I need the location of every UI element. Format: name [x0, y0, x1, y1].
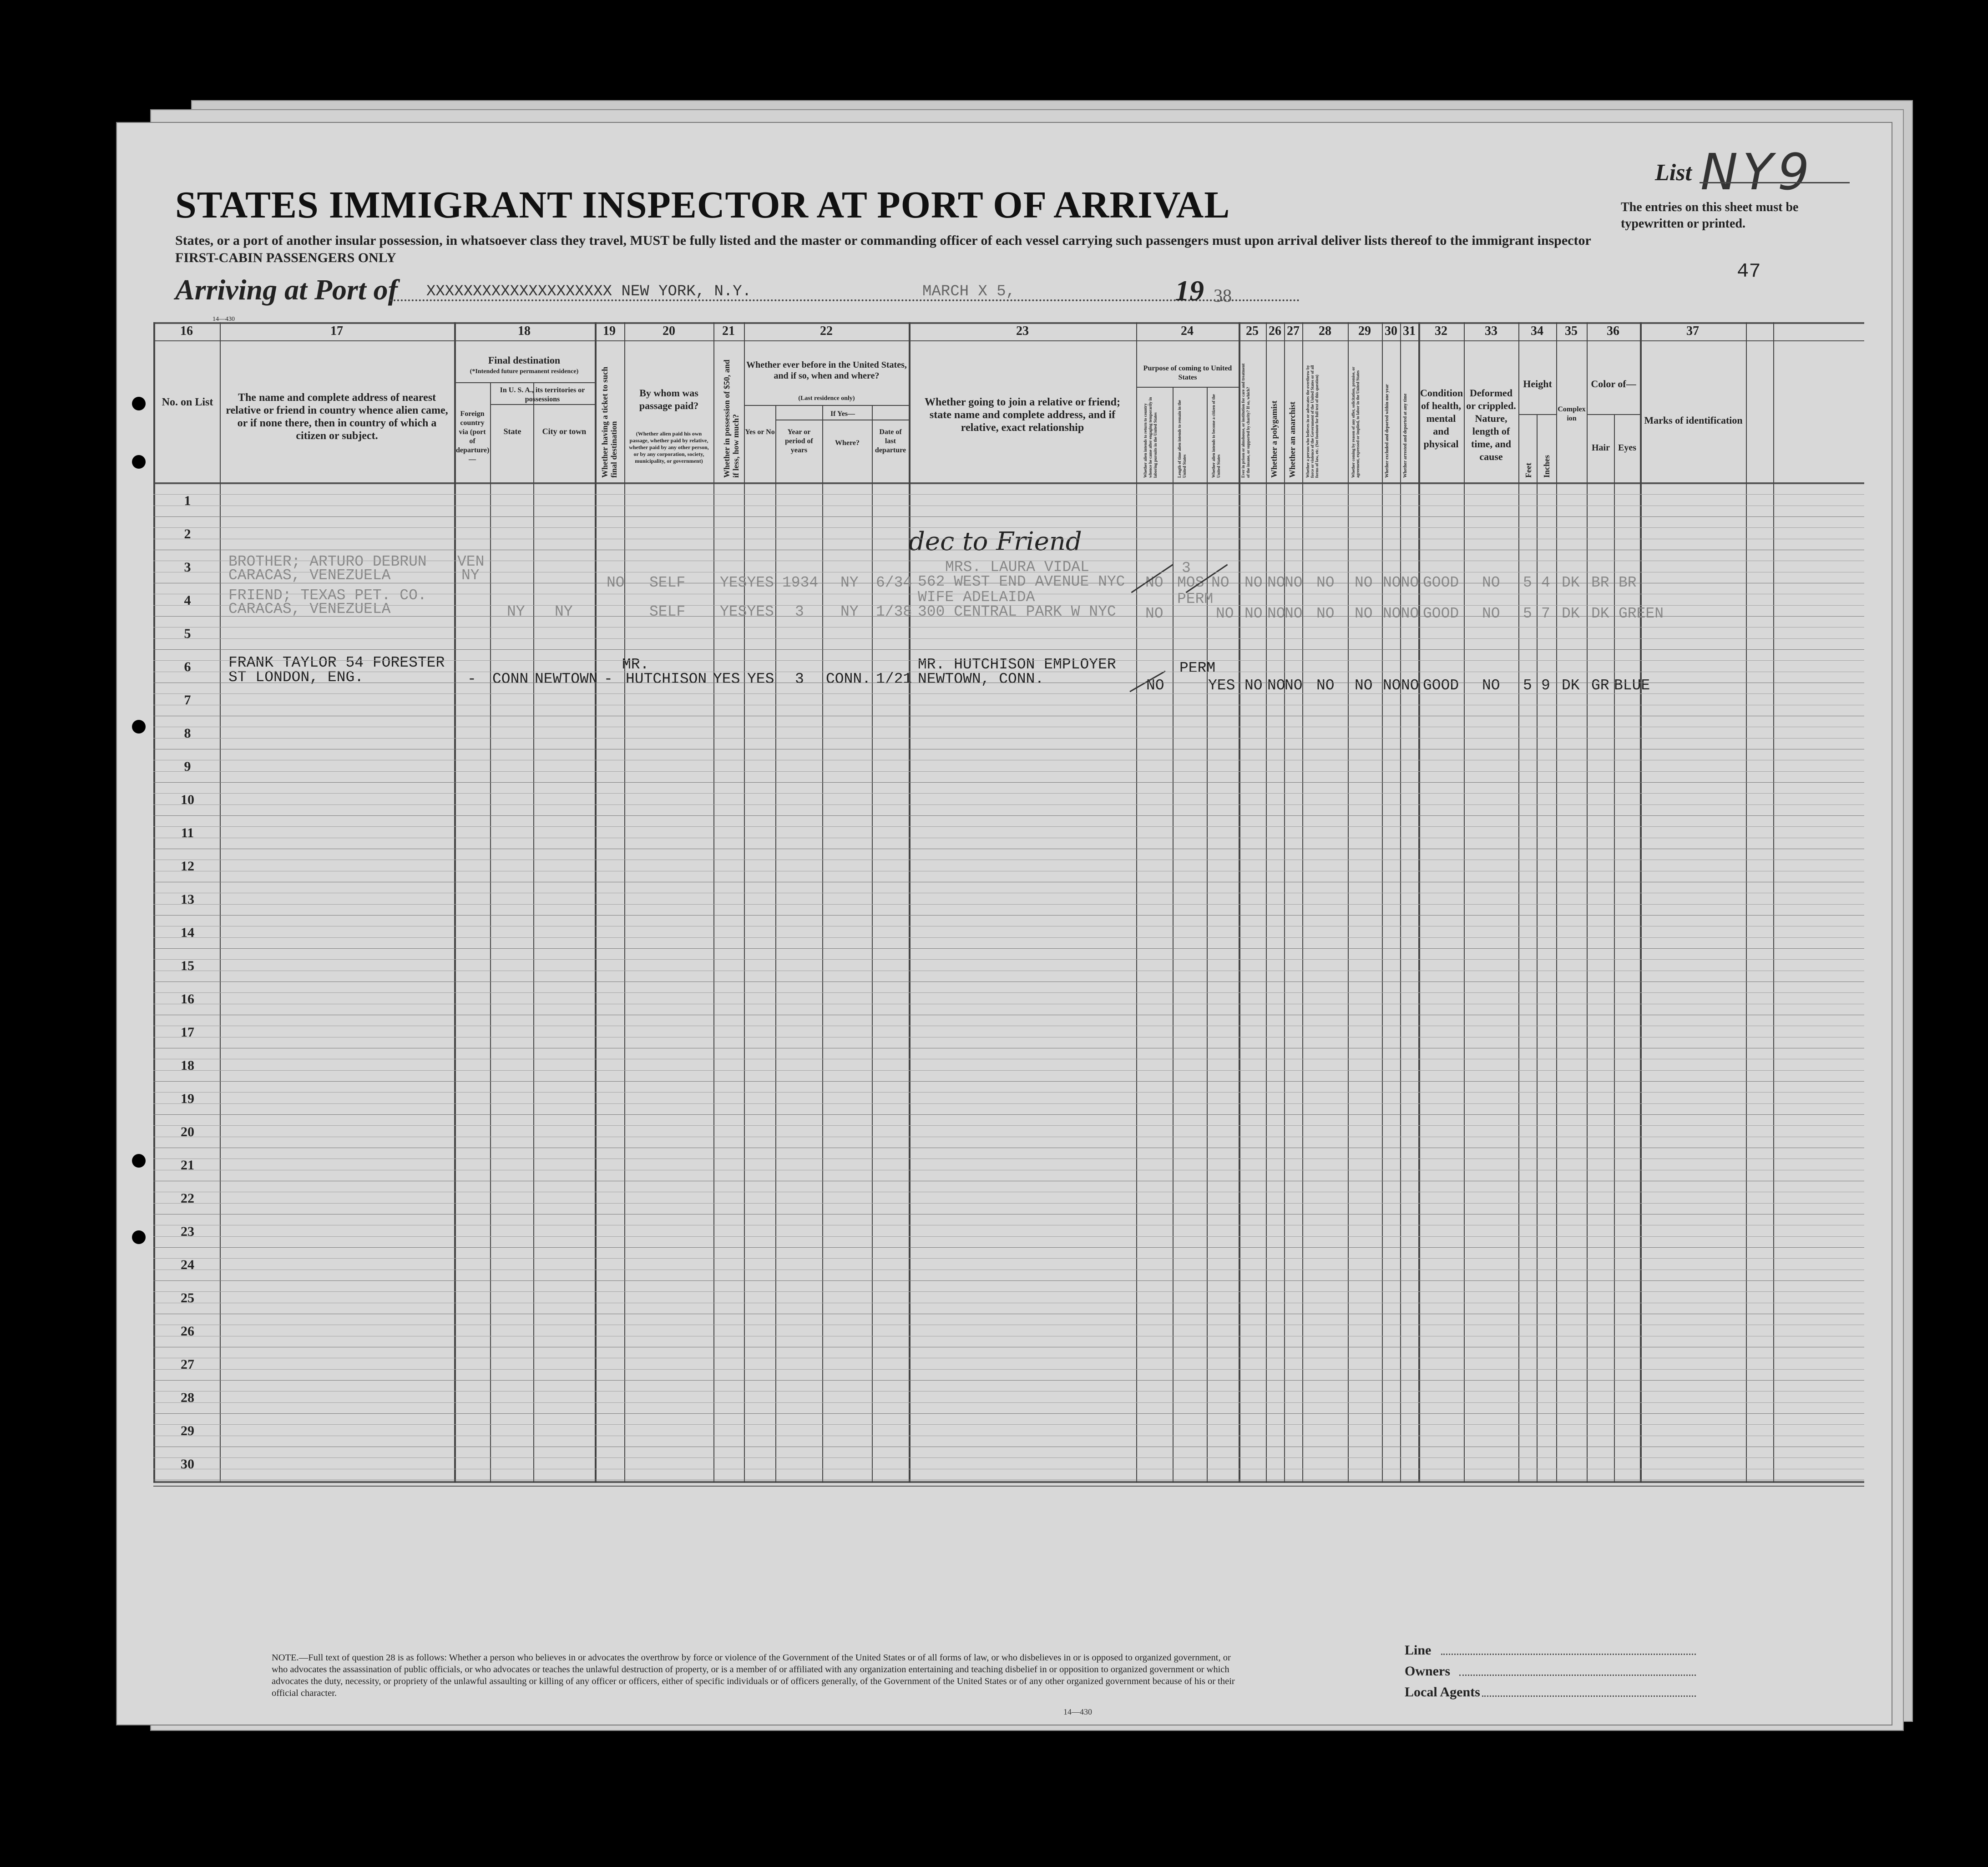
col-line	[1464, 322, 1465, 1482]
r5-city: NEWTOWN	[535, 671, 598, 688]
form-number-bottom: 14—430	[1063, 1707, 1092, 1716]
col-line	[909, 322, 911, 1482]
r2-foreign: VEN	[457, 553, 485, 570]
row-rule	[153, 771, 1864, 772]
col22-yesno: Yes or No	[745, 428, 775, 436]
col18-state: State	[503, 427, 521, 436]
r2-year: 1934	[782, 574, 819, 591]
col22-note: (Last residence only)	[798, 395, 855, 402]
row-number: 27	[181, 1357, 194, 1372]
row-rule	[153, 1070, 1864, 1071]
col32-header: Condition of health, mental and physical	[1420, 387, 1463, 450]
r2-purpose-b-hw: 3	[1182, 560, 1191, 577]
row-number: 23	[181, 1224, 194, 1239]
col24-header: Purpose of coming to United States	[1143, 364, 1232, 381]
col17-header: The name and complete address of nearest relative or friend in country whence alien came, or if none there, then in country of which a citizen or subject.	[226, 392, 448, 442]
r5-c30: NO	[1383, 677, 1401, 694]
row-rule	[153, 1092, 1864, 1093]
year-label: 19	[1175, 274, 1204, 307]
col34-feet: Feet	[1524, 463, 1533, 478]
row-rule	[153, 959, 1864, 960]
row-rule	[153, 638, 1864, 639]
row-rule	[153, 649, 1864, 650]
r2-c25: NO	[1244, 574, 1263, 591]
sub-rule	[1518, 414, 1556, 415]
sub-rule	[744, 405, 909, 406]
footnote-question-28: NOTE.—Full text of question 28 is as follows: Whether a person who believes in or advocates the overthrow by force or violence of the Government of the United States or of all forms of law, or who disbelieves in or is opposed to organized government, or who advocates the assassination of public officials, or who advocates or teaches the unlawful destruction of property, or is a member of or affiliated with any organization entertaining and teaching disbelief in or opposition to organized government or which advocates the duty, necessity, or propriety of the unlawful assaulting or killing of any officer or officers, either of specific individuals or of officers generally, of the Government of the United States or of any other organized government because of his or their official character.	[272, 1653, 1235, 1698]
r2-hair: BR	[1591, 574, 1609, 591]
r2-health: GOOD	[1423, 574, 1459, 591]
r5-c29: NO	[1355, 677, 1373, 694]
col24-a: Whether alien intends to return to country whence he came after engaging temporarily in laboring pursuits in the United States	[1143, 397, 1158, 478]
r2-c27: NO	[1285, 574, 1303, 591]
row-number: 29	[181, 1423, 194, 1438]
row-rule	[153, 1203, 1864, 1204]
sub-rule	[1136, 387, 1239, 388]
col16-header: No. on List	[162, 396, 213, 408]
r3-c27: NO	[1285, 605, 1303, 622]
col22-year: Year or period of years	[785, 428, 813, 454]
col18-city: City or town	[542, 427, 587, 436]
r5-before: YES	[747, 671, 774, 688]
row-rule	[153, 948, 1864, 949]
col21-header: Whether in possession of $50, and if less, how much?	[722, 359, 740, 478]
list-label: List	[1655, 160, 1692, 186]
line-label: Line	[1405, 1643, 1432, 1658]
col36-eyes: Eyes	[1618, 443, 1636, 453]
col25-header: Ever in prison or almshouse, or institution for care and treatment of the insane, or supported by charity? If so, which?	[1241, 363, 1250, 478]
r5-ticket: -	[604, 671, 613, 688]
r5-c25: NO	[1244, 677, 1263, 694]
col-number: 26	[1269, 324, 1281, 338]
page-number: 47	[1737, 260, 1761, 283]
row-number: 14	[181, 925, 194, 940]
r5-year: 3	[795, 671, 804, 688]
row-number: 30	[181, 1457, 194, 1472]
sub-rule	[490, 404, 595, 405]
col-number: 36	[1607, 324, 1619, 338]
r5-foreign: -	[467, 671, 476, 688]
r2-relative: BROTHER; ARTURO DEBRUN	[228, 553, 427, 570]
r3-state: NY	[507, 603, 525, 620]
col-line	[1266, 322, 1267, 1482]
r3-feet: 5	[1523, 605, 1532, 622]
col36-hair: Hair	[1592, 443, 1610, 453]
r2-deformed: NO	[1482, 574, 1500, 591]
arrival-port: XXXXXXXXXXXXXXXXXXXX NEW YORK, N.Y.	[426, 283, 752, 300]
r5-date: 1/21	[876, 671, 912, 688]
col-number: 37	[1686, 324, 1699, 338]
col-line	[713, 322, 714, 1482]
col-line	[1173, 387, 1174, 1482]
col-line	[822, 405, 823, 1482]
col27-header: Whether an anarchist	[1288, 401, 1297, 478]
r3-hair: DK	[1591, 605, 1609, 622]
r2-money: YESYES	[720, 574, 774, 591]
row-rule	[153, 1424, 1864, 1425]
col-line	[1773, 322, 1774, 1482]
sub-rule	[1587, 414, 1640, 415]
row-number: 13	[181, 892, 194, 907]
r2-c29: NO	[1355, 574, 1373, 591]
col-line	[1284, 322, 1285, 1482]
col-line	[1746, 322, 1747, 1482]
col-number: 33	[1485, 324, 1497, 338]
row-rule	[153, 1081, 1864, 1082]
row-rule	[153, 1114, 1864, 1115]
col-line	[153, 322, 155, 1482]
col24-c: Whether alien intends to become a citizen of the United States	[1211, 394, 1221, 478]
row-rule	[153, 1380, 1864, 1381]
col-line	[1587, 322, 1588, 1482]
row-number: 22	[181, 1191, 194, 1206]
col-number: 30	[1385, 324, 1397, 338]
col-number: 21	[722, 324, 735, 338]
row-rule	[153, 1280, 1864, 1281]
owners-label: Owners	[1405, 1664, 1450, 1679]
col-line	[1239, 322, 1240, 1482]
row-rule	[153, 937, 1864, 938]
col-line	[454, 322, 456, 1482]
r5-relative-addr: ST LONDON, ENG.	[228, 669, 364, 686]
r3-relative: FRIEND; TEXAS PET. CO.	[228, 587, 427, 604]
r5-paid-b: HUTCHISON	[626, 671, 707, 688]
col-line	[1518, 322, 1519, 1482]
row-rule	[153, 516, 1864, 517]
r2-where: NY	[840, 574, 859, 591]
r3-paid: SELF	[649, 603, 686, 620]
local-agents-field	[1482, 1695, 1696, 1697]
binder-hole	[132, 455, 146, 469]
row-number: 7	[184, 693, 191, 708]
col31-header: Whether arrested and deported at any time	[1403, 393, 1408, 478]
col-line	[1348, 322, 1349, 1482]
row-rule	[153, 815, 1864, 816]
r5-money: YES	[713, 671, 740, 688]
row-number: 19	[181, 1091, 194, 1106]
r3-date: 1/38	[876, 603, 912, 620]
row-number: 11	[181, 825, 194, 840]
col-number: 20	[663, 324, 675, 338]
col-number: 17	[330, 324, 343, 338]
binder-hole	[132, 397, 146, 410]
row-rule	[153, 804, 1864, 805]
r5-inches: 9	[1541, 677, 1550, 694]
col-line	[775, 405, 776, 1482]
r3-complexion: DK	[1562, 605, 1580, 622]
r3-inches: 7	[1541, 605, 1550, 622]
binder-hole	[132, 1154, 146, 1168]
col-line	[220, 322, 221, 1482]
r5-c26: NO	[1267, 677, 1285, 694]
r3-money: YESYES	[720, 603, 774, 620]
r5-feet: 5	[1523, 677, 1532, 694]
r3-purpose-a: NO	[1145, 605, 1163, 622]
row-rule	[153, 782, 1864, 783]
row-rule	[153, 826, 1864, 827]
row-rule	[153, 660, 1864, 661]
r2-purpose-a: NO	[1145, 574, 1163, 591]
col22-where: Where?	[835, 439, 860, 447]
col-line	[490, 382, 491, 1482]
col-line	[744, 322, 745, 1482]
header-bottom-rule	[153, 482, 1864, 484]
col22-date: Date of last departure	[875, 428, 906, 454]
row-rule	[153, 1125, 1864, 1126]
col-line	[1418, 322, 1420, 1482]
row-rule	[153, 1103, 1864, 1104]
col26-header: Whether a polygamist	[1270, 400, 1279, 478]
col-line	[1382, 322, 1383, 1482]
col20-note: (Whether alien paid his own passage, whether paid by relative, whether paid by any other person, or by any corporation, society, municipality, or government)	[629, 430, 709, 464]
row-number: 10	[181, 792, 194, 807]
typing-note: The entries on this sheet must be typewritten or printed.	[1621, 200, 1799, 231]
r2-join-addr: 562 WEST END AVENUE NYC	[918, 573, 1125, 590]
row-rule	[153, 605, 1864, 606]
instructions-text: States, or a port of another insular possession, in whatsoever class they travel, MUST be fully listed and the master or commanding officer of each vessel carrying such passengers must upon arrival deliver lists thereof to the immigrant inspector	[175, 233, 1591, 248]
row-number: 3	[184, 560, 191, 575]
colnum-rule	[153, 340, 1864, 341]
col-number: 34	[1531, 324, 1543, 338]
row-rule	[153, 1457, 1864, 1458]
arrival-date: MARCH X 5,	[922, 283, 1016, 300]
col18-foreign: Foreign country via (port of departure)—	[456, 410, 490, 463]
col-line	[1556, 322, 1557, 1482]
r2-date: 6/34	[876, 574, 912, 591]
col-number: 32	[1435, 324, 1447, 338]
r5-purpose-b: PERM	[1179, 660, 1216, 677]
col-number: 22	[820, 324, 833, 338]
r5-complexion: DK	[1562, 677, 1580, 694]
r3-purpose-c: NO	[1216, 605, 1234, 622]
r3-c25: NO	[1244, 605, 1263, 622]
sub-rule	[454, 382, 595, 383]
col-number: 19	[603, 324, 616, 338]
row-number: 2	[184, 526, 191, 541]
arriving-label: Arriving at Port of	[175, 273, 398, 306]
owners-field	[1459, 1675, 1696, 1676]
r5-paid-a: MR.	[622, 656, 649, 673]
r2-feet: 5	[1523, 574, 1532, 591]
col-number: 23	[1016, 324, 1029, 338]
manifest-sheet	[116, 122, 1892, 1725]
row-number: 20	[181, 1124, 194, 1139]
r2-purpose-b: MOS	[1177, 574, 1204, 591]
form-number-top: 14—430	[212, 316, 235, 323]
row-rule	[153, 494, 1864, 495]
col-number: 29	[1358, 324, 1371, 338]
col22-ifyes: If Yes—	[830, 410, 855, 418]
col-line	[624, 322, 625, 1482]
r3-join-addr: 300 CENTRAL PARK W NYC	[918, 603, 1116, 620]
r3-where: NY	[840, 603, 859, 620]
local-agents-label: Local Agents	[1405, 1685, 1480, 1700]
row-rule	[153, 1236, 1864, 1237]
r2-inches: 4	[1541, 574, 1550, 591]
row-number: 9	[184, 759, 191, 774]
document-title: STATES IMMIGRANT INSPECTOR AT PORT OF ARRIVAL	[175, 184, 1230, 226]
row-rule	[153, 616, 1864, 617]
col18-usa: In U. S. A., its territories or possessions	[500, 386, 585, 403]
r5-purpose-a: NO	[1146, 677, 1164, 694]
col37-header: Marks of identification	[1644, 415, 1743, 426]
col34-inches: Inches	[1542, 455, 1551, 478]
col-number: 27	[1287, 324, 1300, 338]
year-value: 38	[1214, 285, 1232, 306]
row-rule	[153, 527, 1864, 528]
col23-header: Whether going to join a relative or friend; state name and complete address, and if relative, exact relationship	[925, 396, 1120, 434]
r2-join: MRS. LAURA VIDAL	[945, 559, 1089, 576]
r2-c30-31: NONO	[1383, 574, 1419, 591]
row-number: 6	[184, 659, 191, 674]
r2-relative-addr: CARACAS, VENEZUELA	[228, 567, 391, 584]
row-rule	[153, 1291, 1864, 1292]
row-number: 26	[181, 1324, 194, 1339]
row-number: 12	[181, 859, 194, 874]
col18-note: (*Intended future permanent residence)	[470, 368, 579, 375]
r5-hair: GR	[1591, 677, 1609, 694]
r5-where: CONN.	[826, 671, 871, 688]
col18-header: Final destination	[488, 354, 561, 366]
binder-hole	[132, 1230, 146, 1244]
col35-header: Complexion	[1558, 405, 1586, 422]
row-rule	[153, 915, 1864, 916]
list-number: NY9	[1700, 143, 1814, 201]
col-line	[1136, 322, 1137, 1482]
r3-health: GOOD	[1423, 605, 1459, 622]
r2-foreign-2: NY	[461, 567, 480, 584]
col36-header: Color of—	[1591, 378, 1636, 390]
r3-join: WIFE ADELAIDA	[918, 589, 1035, 606]
list-underline	[1700, 182, 1850, 183]
row-rule	[153, 1258, 1864, 1259]
r3-relative-addr: CARACAS, VENEZUELA	[228, 601, 391, 617]
col-line	[1640, 322, 1642, 1482]
row-number: 15	[181, 958, 194, 973]
col-number: 25	[1246, 324, 1259, 338]
row-number: 5	[184, 626, 191, 641]
row-number: 25	[181, 1290, 194, 1305]
r2-handwritten-note: dec to Friend	[909, 527, 1082, 557]
r5-health: GOOD	[1423, 677, 1459, 694]
col-number: 35	[1565, 324, 1578, 338]
row-number: 4	[184, 593, 191, 608]
r2-ticket: NO	[607, 574, 625, 591]
r5-c27: NO	[1285, 677, 1303, 694]
class-text: FIRST-CABIN PASSENGERS ONLY	[175, 250, 396, 265]
row-number: 21	[181, 1158, 194, 1173]
row-number: 1	[184, 493, 191, 508]
r3-purpose-b: PERM	[1177, 591, 1214, 607]
row-rule	[153, 793, 1864, 794]
row-rule	[153, 1402, 1864, 1403]
col20-header: By whom was passage paid?	[639, 387, 699, 411]
binder-hole	[132, 720, 146, 734]
line-field	[1441, 1654, 1696, 1655]
col22-header: Whether ever before in the United States, and if so, when and where?	[746, 360, 907, 381]
col-line	[595, 322, 597, 1482]
r3-city: NY	[555, 603, 573, 620]
r3-c28: NO	[1316, 605, 1335, 622]
col28-header: Whether a person who believes in or advocates the overthrow by force or violence of the Government of the United States or of all forms of law, etc. (See footnote for full text of this question)	[1305, 365, 1319, 478]
r5-state: CONN	[492, 671, 529, 688]
col-number: 16	[180, 324, 193, 338]
r3-c30-31: NONO	[1383, 605, 1419, 622]
col-line	[872, 405, 873, 1482]
row-rule	[153, 738, 1864, 739]
r2-purpose-c: NO	[1211, 574, 1229, 591]
col-line	[1302, 322, 1303, 1482]
col34-header: Height	[1523, 378, 1552, 390]
col-number: 18	[518, 324, 531, 338]
row-rule	[153, 904, 1864, 905]
r3-year: 3	[795, 603, 804, 620]
row-rule	[153, 1247, 1864, 1248]
row-rule	[153, 1369, 1864, 1370]
col-number: 28	[1319, 324, 1331, 338]
r2-eyes: BR	[1619, 574, 1637, 591]
r2-c28: NO	[1316, 574, 1335, 591]
col-line	[1207, 387, 1208, 1482]
r5-c31: NO	[1401, 677, 1419, 694]
table-bottom-rule	[153, 1481, 1864, 1483]
r5-relative: FRANK TAYLOR 54 FORESTER	[228, 654, 445, 671]
r2-complexion: DK	[1562, 574, 1580, 591]
row-number: 28	[181, 1390, 194, 1405]
r5-join: MR. HUTCHISON EMPLOYER	[918, 656, 1116, 673]
r3-deformed: NO	[1482, 605, 1500, 622]
col19-header: Whether having a ticket to such final destination	[600, 366, 618, 478]
r5-c28: NO	[1316, 677, 1335, 694]
col-number: 24	[1181, 324, 1194, 338]
r2-paid: SELF	[649, 574, 686, 591]
row-number: 17	[181, 1025, 194, 1040]
r5-join-addr: NEWTOWN, CONN.	[918, 671, 1044, 688]
col30-header: Whether excluded and deported within one year	[1385, 384, 1390, 478]
col-number: 31	[1403, 324, 1416, 338]
row-rule	[153, 992, 1864, 993]
row-number: 16	[181, 992, 194, 1007]
r5-purpose-c: YES	[1208, 677, 1235, 694]
col33-header: Deformed or crippled. Nature, length of time, and cause	[1466, 387, 1516, 462]
row-number: 8	[184, 726, 191, 741]
row-rule	[153, 693, 1864, 694]
col24-b: Length of time alien intends to remain in the United States	[1177, 400, 1187, 478]
r5-deformed: NO	[1482, 677, 1500, 694]
r5-eyes: BLUE	[1614, 677, 1650, 694]
col-line	[1400, 322, 1401, 1482]
row-number: 18	[181, 1058, 194, 1073]
row-number: 24	[181, 1257, 194, 1272]
r3-c26: NO	[1267, 605, 1285, 622]
row-rule	[153, 1413, 1864, 1414]
r2-c26: NO	[1267, 574, 1285, 591]
r3-c29: NO	[1355, 605, 1373, 622]
table-bottom-rule-2	[153, 1486, 1864, 1487]
col-line	[533, 382, 534, 1482]
r3-eyes: GREEN	[1619, 605, 1664, 622]
col29-header: Whether coming by reason of any offer, solicitation, promise, or agreement, expressed or implied, to labor in the United States	[1351, 367, 1360, 478]
